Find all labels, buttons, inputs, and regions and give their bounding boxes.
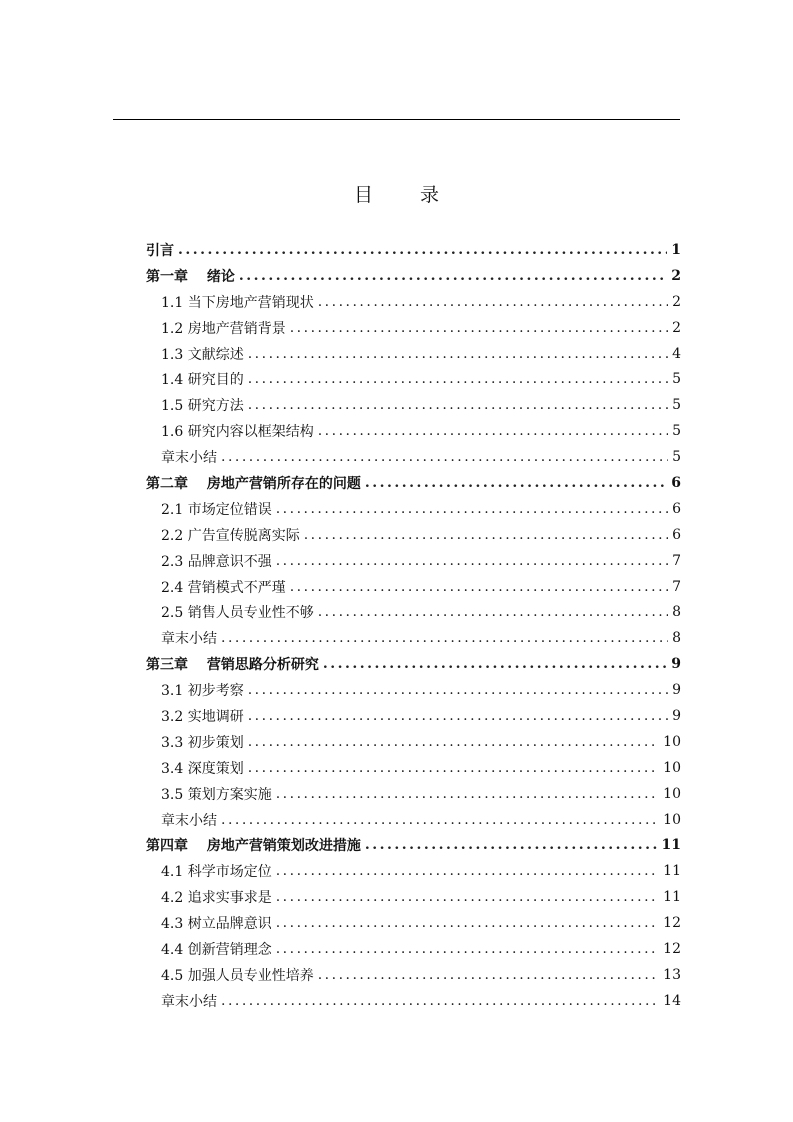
- toc-dot-leader: [276, 889, 659, 905]
- table-of-contents: [146, 237, 681, 1014]
- toc-dot-leader: [318, 294, 668, 310]
- toc-dot-leader: [318, 604, 668, 620]
- toc-page-number: 12: [663, 915, 681, 932]
- toc-section-entry[interactable]: [146, 729, 681, 755]
- toc-dot-leader: [248, 397, 668, 413]
- toc-page-number: 9: [671, 656, 681, 673]
- toc-chapter-entry[interactable]: [146, 263, 681, 289]
- toc-entry-label: 第一章 绪论: [146, 268, 235, 285]
- toc-dot-leader: [365, 475, 667, 491]
- toc-section-entry[interactable]: [146, 574, 681, 600]
- toc-entry-label: 3.2 实地调研: [161, 708, 244, 725]
- toc-dot-leader: [239, 268, 667, 284]
- toc-entry-label: 1.6 研究内容以框架结构: [161, 424, 314, 441]
- toc-entry-label: 3.3 初步策划: [161, 734, 244, 751]
- toc-section-entry[interactable]: [146, 625, 681, 651]
- toc-dot-leader: [248, 371, 668, 387]
- toc-entry-label: 4.1 科学市场定位: [161, 864, 272, 881]
- toc-dot-leader: [365, 837, 658, 853]
- toc-page-number: 7: [672, 578, 681, 595]
- toc-section-entry[interactable]: [146, 315, 681, 341]
- toc-page-number: 6: [672, 500, 681, 517]
- toc-section-entry[interactable]: [146, 392, 681, 418]
- toc-dot-leader: [178, 242, 667, 258]
- toc-dot-leader: [248, 708, 668, 724]
- toc-page-number: 10: [663, 785, 681, 802]
- toc-entry-label: 1.2 房地产营销背景: [161, 320, 286, 337]
- toc-entry-label: 2.5 销售人员专业性不够: [161, 605, 314, 622]
- toc-section-entry[interactable]: [146, 444, 681, 470]
- toc-dot-leader: [276, 863, 659, 879]
- page-title: 目 录: [353, 184, 453, 206]
- toc-entry-label: 引言: [146, 242, 174, 259]
- toc-page-number: 8: [672, 630, 681, 647]
- toc-page-number: 11: [663, 889, 681, 906]
- toc-section-entry[interactable]: [146, 962, 681, 988]
- toc-entry-label: 第三章 营销思路分析研究: [146, 657, 319, 674]
- toc-page-number: 5: [672, 449, 681, 466]
- toc-page-number: 10: [663, 733, 681, 750]
- toc-page-number: 9: [672, 682, 681, 699]
- toc-section-entry[interactable]: [146, 910, 681, 936]
- toc-page-number: 10: [663, 759, 681, 776]
- toc-dot-leader: [248, 682, 668, 698]
- toc-dot-leader: [221, 630, 668, 646]
- toc-dot-leader: [290, 579, 668, 595]
- toc-section-entry[interactable]: [146, 781, 681, 807]
- toc-page-number: 1: [671, 241, 681, 258]
- toc-section-entry[interactable]: [146, 522, 681, 548]
- toc-entry-label: 4.4 创新营销理念: [161, 941, 272, 958]
- toc-entry-label: 章末小结: [161, 631, 217, 648]
- toc-page-number: 13: [663, 966, 681, 983]
- toc-section-entry[interactable]: [146, 807, 681, 833]
- toc-dot-leader: [248, 734, 659, 750]
- toc-page-number: 5: [672, 397, 681, 414]
- toc-page-number: 12: [663, 940, 681, 957]
- toc-section-entry[interactable]: [146, 677, 681, 703]
- toc-section-entry[interactable]: [146, 548, 681, 574]
- toc-page-number: 14: [663, 992, 681, 1009]
- toc-entry-label: 2.1 市场定位错误: [161, 501, 272, 518]
- toc-entry-label: 章末小结: [161, 993, 217, 1010]
- toc-entry-label: 2.4 营销模式不严瑾: [161, 579, 286, 596]
- toc-page-number: 2: [672, 319, 681, 336]
- toc-entry-label: 第四章 房地产营销策划改进措施: [146, 838, 361, 855]
- toc-dot-leader: [276, 553, 668, 569]
- toc-page-number: 11: [663, 863, 681, 880]
- toc-entry-label: 4.5 加强人员专业性培养: [161, 967, 314, 984]
- toc-page-number: 7: [672, 552, 681, 569]
- toc-section-entry[interactable]: [146, 599, 681, 625]
- toc-section-entry[interactable]: [146, 858, 681, 884]
- toc-entry-label: 1.4 研究目的: [161, 372, 244, 389]
- toc-dot-leader: [318, 423, 668, 439]
- toc-entry-label: 章末小结: [161, 450, 217, 467]
- toc-dot-leader: [221, 812, 659, 828]
- toc-section-entry[interactable]: [146, 496, 681, 522]
- toc-page-number: 5: [672, 371, 681, 388]
- toc-dot-leader: [221, 993, 659, 1009]
- toc-dot-leader: [248, 760, 659, 776]
- toc-entry-label: 4.2 追求实事求是: [161, 890, 272, 907]
- toc-dot-leader: [276, 915, 659, 931]
- toc-dot-leader: [318, 967, 659, 983]
- toc-section-entry[interactable]: [146, 988, 681, 1014]
- toc-chapter-entry[interactable]: [146, 237, 681, 263]
- toc-section-entry[interactable]: [146, 418, 681, 444]
- toc-entry-label: 第二章 房地产营销所存在的问题: [146, 475, 361, 492]
- toc-entry-label: 4.3 树立品牌意识: [161, 916, 272, 933]
- toc-section-entry[interactable]: [146, 366, 681, 392]
- toc-page-number: 10: [663, 811, 681, 828]
- toc-page-number: 2: [671, 267, 681, 284]
- toc-entry-label: 章末小结: [161, 812, 217, 829]
- toc-section-entry[interactable]: [146, 884, 681, 910]
- toc-entry-label: 2.2 广告宣传脱离实际: [161, 527, 300, 544]
- toc-page-number: 8: [672, 604, 681, 621]
- toc-page-number: 9: [672, 707, 681, 724]
- toc-chapter-entry[interactable]: [146, 832, 681, 858]
- toc-chapter-entry[interactable]: [146, 470, 681, 496]
- toc-dot-leader: [248, 346, 668, 362]
- toc-page-number: 6: [671, 474, 681, 491]
- toc-section-entry[interactable]: [146, 755, 681, 781]
- toc-section-entry[interactable]: [146, 703, 681, 729]
- toc-page-number: 5: [672, 423, 681, 440]
- toc-dot-leader: [276, 501, 668, 517]
- toc-dot-leader: [221, 449, 668, 465]
- toc-chapter-entry[interactable]: [146, 651, 681, 677]
- toc-section-entry[interactable]: [146, 341, 681, 367]
- toc-entry-label: 3.1 初步考察: [161, 683, 244, 700]
- toc-page-number: 6: [672, 526, 681, 543]
- toc-entry-label: 1.5 研究方法: [161, 398, 244, 415]
- toc-section-entry[interactable]: [146, 936, 681, 962]
- header-rule: [113, 119, 680, 120]
- toc-page-number: 11: [661, 837, 681, 854]
- toc-section-entry[interactable]: [146, 289, 681, 315]
- toc-page-number: 2: [672, 293, 681, 310]
- toc-entry-label: 2.3 品牌意识不强: [161, 553, 272, 570]
- toc-dot-leader: [290, 320, 668, 336]
- toc-dot-leader: [323, 656, 667, 672]
- toc-dot-leader: [304, 527, 668, 543]
- toc-page-number: 4: [672, 345, 681, 362]
- toc-entry-label: 1.1 当下房地产营销现状: [161, 294, 314, 311]
- toc-dot-leader: [276, 941, 659, 957]
- toc-entry-label: 3.5 策划方案实施: [161, 786, 272, 803]
- toc-dot-leader: [276, 786, 659, 802]
- toc-entry-label: 1.3 文献综述: [161, 346, 244, 363]
- toc-entry-label: 3.4 深度策划: [161, 760, 244, 777]
